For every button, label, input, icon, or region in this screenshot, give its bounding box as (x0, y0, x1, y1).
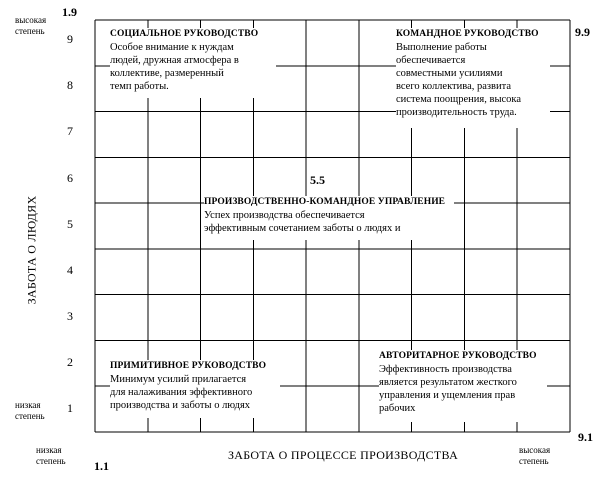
x-low-degree-label: низкая степень (36, 445, 66, 466)
y-tick-4: 4 (67, 263, 73, 277)
social-management-text-line: Особое внимание к нуждам (110, 42, 234, 53)
middle-management-text-line: эффективным сочетанием заботы о людях и (204, 223, 401, 234)
team-management-text-line: совместными усилиями (396, 68, 503, 79)
y-axis-title: ЗАБОТА О ЛЮДЯХ (24, 195, 39, 305)
team-management-box (396, 28, 550, 128)
middle-management-text-line: Успех производства обеспечивается (204, 210, 365, 221)
y-tick-8: 8 (67, 78, 73, 92)
y-low-degree-label: низкая степень (15, 400, 45, 421)
y-tick-1: 1 (67, 401, 73, 415)
authoritarian-management-text-line: рабочих (379, 403, 416, 414)
social-management-text-line: темп работы. (110, 81, 169, 92)
y-tick-7: 7 (67, 124, 73, 138)
social-management-box (110, 28, 276, 98)
authoritarian-management-text-line: управления и ущемления прав (379, 390, 516, 401)
team-management-text-line: система поощрения, высока (396, 94, 522, 105)
team-management-text-line: Выполнение работы (396, 42, 487, 53)
x-axis-title: ЗАБОТА О ПРОЦЕССЕ ПРОИЗВОДСТВА (228, 448, 459, 462)
authoritarian-management-title: АВТОРИТАРНОЕ РУКОВОДСТВО (379, 351, 537, 361)
social-management-title: СОЦИАЛЬНОЕ РУКОВОДСТВО (110, 29, 259, 39)
middle-management-box (204, 196, 454, 240)
middle-management-title: ПРОИЗВОДСТВЕННО-КОМАНДНОЕ УПРАВЛЕНИЕ (204, 197, 446, 207)
primitive-management-text-line: производства и заботы о людях (110, 400, 251, 411)
y-tick-5: 5 (67, 217, 73, 231)
y-tick-9: 9 (67, 32, 73, 46)
authoritarian-management-text-line: Эффективность производства (379, 364, 512, 375)
social-management-text-line: коллективе, размеренный (110, 68, 224, 79)
primitive-management-title: ПРИМИТИВНОЕ РУКОВОДСТВО (110, 361, 267, 371)
primitive-management-text-line: Минимум усилий прилагается (110, 374, 247, 385)
x-high-degree-label: высокая степень (519, 445, 551, 466)
primitive-management-box (110, 360, 280, 418)
corner-label-top-right: 9.9 (575, 25, 590, 39)
y-high-degree-label: высокая степень (15, 15, 47, 36)
team-management-title: КОМАНДНОЕ РУКОВОДСТВО (396, 29, 539, 39)
corner-label-bottom-right: 9.1 (578, 430, 593, 444)
corner-label-bottom-left: 1.1 (94, 459, 109, 473)
authoritarian-management-text-line: является результатом жесткого (379, 377, 517, 388)
team-management-text-line: производительность труда. (396, 107, 517, 118)
team-management-text-line: всего коллектива, развита (396, 81, 511, 92)
team-management-text-line: обеспечивается (396, 55, 466, 66)
primitive-management-text-line: для налаживания эффективного (110, 387, 253, 398)
y-tick-2: 2 (67, 355, 73, 369)
corner-label-top-left: 1.9 (62, 5, 77, 19)
social-management-text-line: людей, дружная атмосфера в (110, 55, 239, 66)
authoritarian-management-box (379, 350, 547, 422)
y-tick-6: 6 (67, 171, 73, 185)
corner-label-center: 5.5 (310, 173, 325, 187)
y-tick-3: 3 (67, 309, 73, 323)
